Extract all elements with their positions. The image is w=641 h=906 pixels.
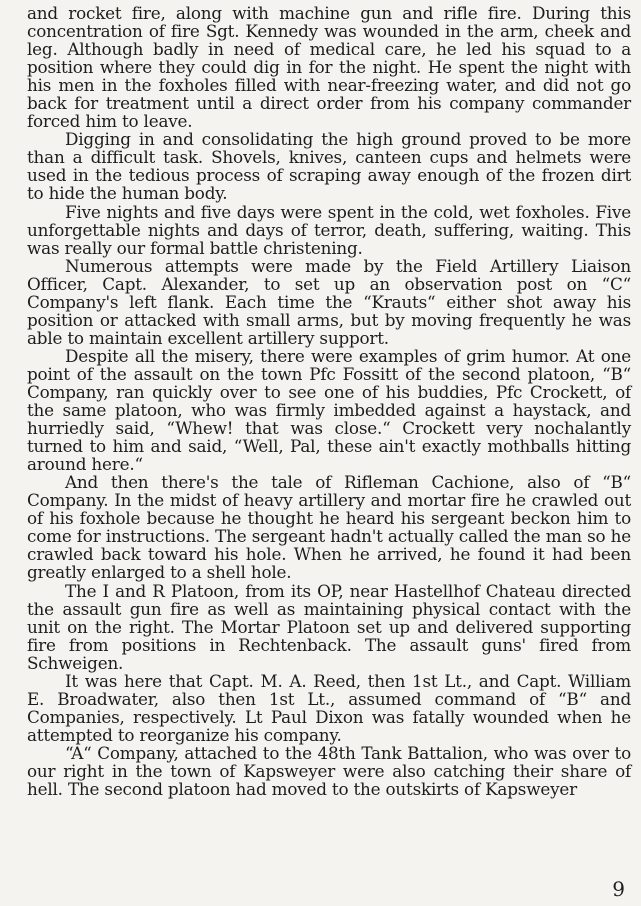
paragraph-4: Numerous attempts were made by the Field Artillery Liaison Officer, Capt. Alexander, to set up an observation post on “C“ Company's left flank. Each time the “Krauts“ either shot away his position or attacked with small arms, but by moving frequently he was able to maintain excellent artillery support.: [27, 255, 631, 348]
page-number: 9: [612, 877, 625, 901]
paragraph-3: Five nights and five days were spent in the cold, wet foxholes. Five unforgettable nights and days of terror, death, suffering, waiting. This was really our formal battle christening.: [27, 201, 631, 258]
body-text: [27, 4, 631, 798]
paragraph-7: The I and R Platoon, from its OP, near Hastellhof Chateau directed the assault gun fire as well as maintaining physical contact with the unit on the right. The Mortar Platoon set up and delivered supporting fire from positions in Rechtenback. The assault guns' fired from Schweigen.: [27, 580, 631, 673]
paragraph-5: Despite all the misery, there were examples of grim humor. At one point of the assault on the town Pfc Fossitt of the second platoon, “B“ Company, ran quickly over to see one of his buddies, Pfc Crockett, of the same platoon, who was firmly imbedded against a haystack, and hurriedly said, “Whew! that was close.“ Crockett very nochalantly turned to him and said, “Well, Pal, these ain't exactly mothballs hitting around here.“: [27, 345, 631, 475]
paragraph-8: It was here that Capt. M. A. Reed, then 1st Lt., and Capt. William E. Broadwater, also then 1st Lt., assumed command of “B“ and Companies, respectively. Lt Paul Dixon was fatally wounded when he attempted to reorganize his company.: [27, 670, 631, 745]
paragraph-6: And then there's the tale of Rifleman Cachione, also of “B“ Company. In the midst of heavy artillery and mortar fire he crawled out of his foxhole because he thought he heard his sergeant beckon him to come for instructions. The sergeant hadn't actually called the man so he crawled back toward his hole. When he arrived, he found it had been greatly enlarged to a shell hole.: [27, 472, 631, 583]
paragraph-9: “A“ Company, attached to the 48th Tank Battalion, who was over to our right in the town of Kapsweyer were also catching their share of hell. The second platoon had moved to the outskirts of Kapsweyer: [27, 742, 631, 800]
paragraph-2: Digging in and consolidating the high ground proved to be more than a difficult task. Shovels, knives, canteen cups and helmets were used in the tedious process of scraping away enough of the frozen dirt to hide the human body.: [27, 129, 631, 204]
paragraph-1: and rocket fire, along with machine gun and rifle fire. During this concentration of fire Sgt. Kennedy was wounded in the arm, cheek and leg. Although badly in need of medical care, he led his squad to a position where they could dig in for the night. He spent the night with his men in the foxholes filled with near-freezing water, and did not go back for treatment until a direct order from his company commander forced him to leave.: [27, 3, 631, 132]
